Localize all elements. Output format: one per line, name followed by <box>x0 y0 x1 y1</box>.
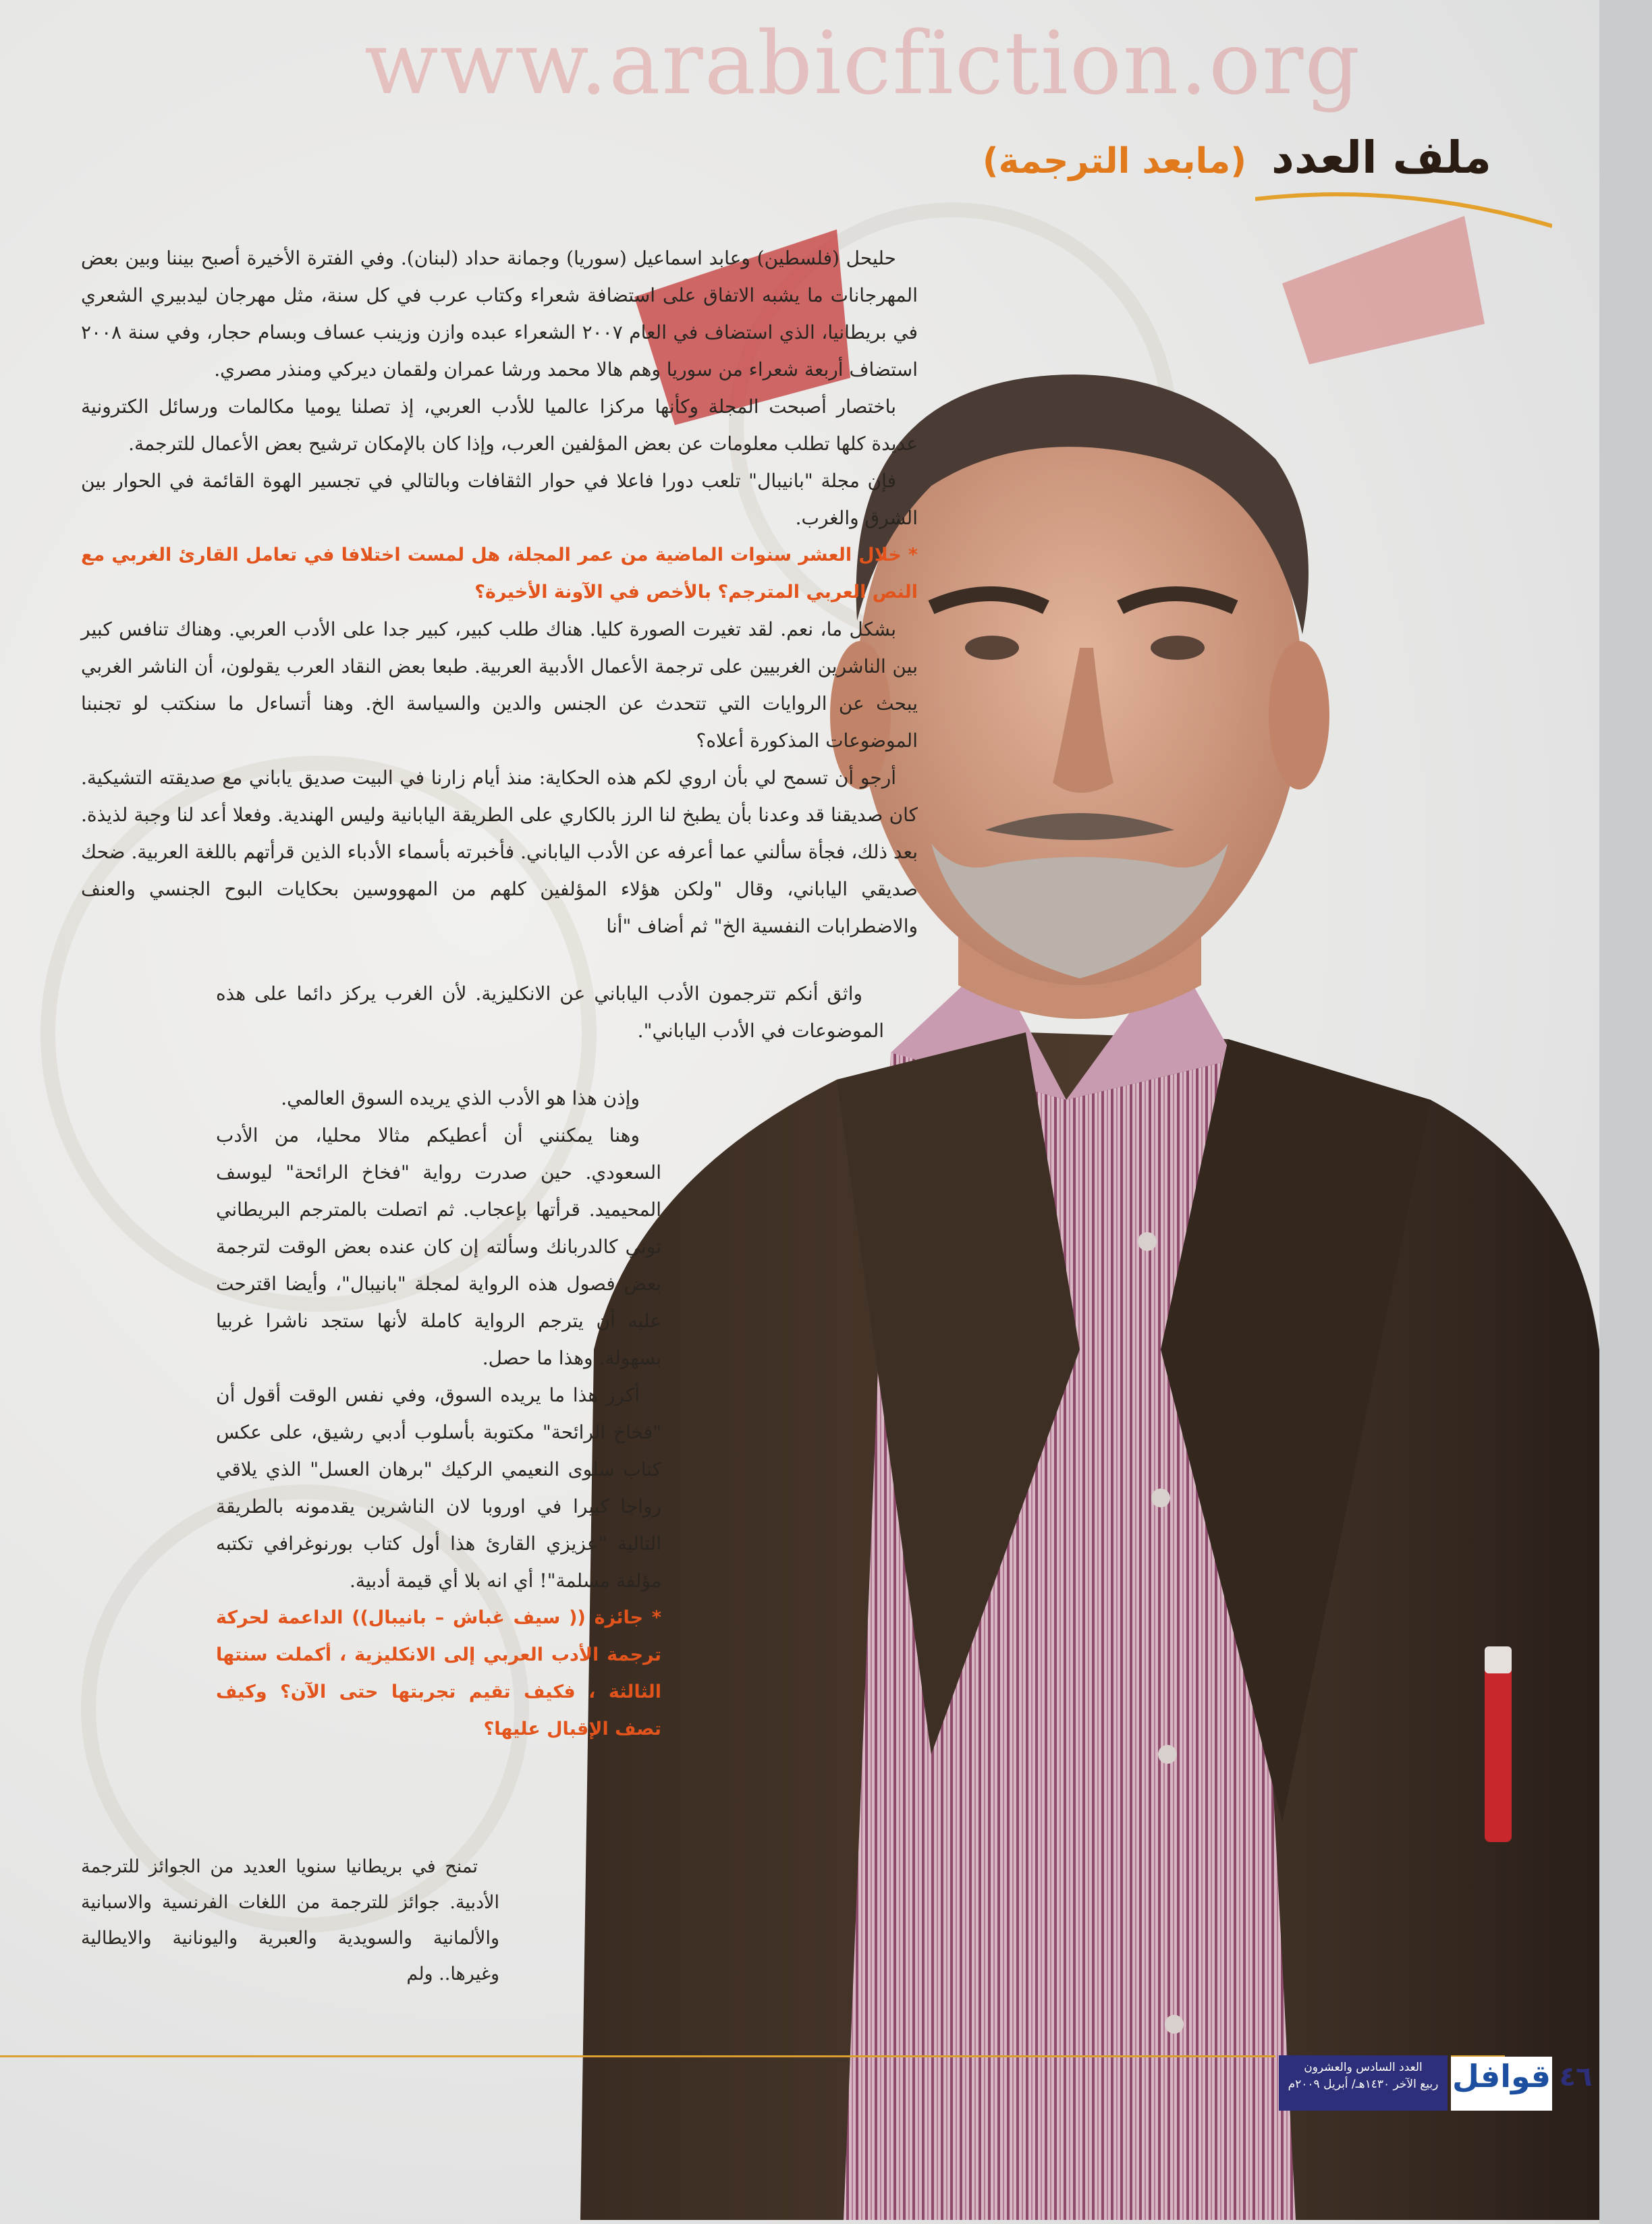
header-swoosh-rule <box>1255 186 1552 240</box>
article-column-mid <box>216 975 884 1049</box>
scan-edge <box>1599 0 1652 2224</box>
page-section-title <box>983 132 1491 184</box>
article-column-narrow <box>216 1080 661 1748</box>
footer-rule <box>0 2055 1275 2057</box>
issue-number: العدد السادس والعشرون <box>1304 2061 1423 2074</box>
footer-issue-box <box>1279 2055 1448 2111</box>
article-paragraph: أكرر هذا ما يريده السوق، وفي نفس الوقت أقول أن "فخاخ الرائحة" مكتوبة بأسلوب أدبي رشيق، على عكس كتاب سلوى النعيمي الركيك "برهان العسل" الذي يلاقي رواجا كبيرا في اوروبا لان الناشرين يقدمونه بالطريقة التالية "عزيزي القارئ هذا أول كتاب بورنوغرافي تكتبه مؤلفة مسلمة"! أي انه بلا أي قيمة أدبية. <box>216 1384 661 1592</box>
article-paragraph: واثق أنكم تترجمون الأدب الياباني عن الانكليزية. لأن الغرب يركز دائما على هذه الموضوعات في الأدب الياباني". <box>216 982 884 1042</box>
article-paragraph: وهنا يمكنني أن أعطيكم مثالا محليا، من الأدب السعودي. حين صدرت رواية "فخاخ الرائحة" ليوسف المحيميد. قرأتها بإعجاب. ثم اتصلت بالمترجم البريطاني توني كالدربانك وسألته إن كان عنده بعض الوقت لترجمة بعض فصول هذه الرواية لمجلة "بانيبال"، وأيضا اقترحت عليه أن يترجم الرواية كاملة لأنها ستجد ناشرا غربيا بسهولة. وهذا ما حصل. <box>216 1124 661 1369</box>
magazine-logo-text: قوافل <box>1452 2058 1551 2094</box>
footer-issue-text <box>1282 2059 1444 2093</box>
article-paragraph: أرجو أن تسمح لي بأن اروي لكم هذه الحكاية: منذ أيام زارنا في البيت صديق ياباني مع صديقته التشيكية. كان صديقنا قد وعدنا بأن يطبخ لنا الرز بالكاري على الطريقة اليابانية وليس الهندية. وفعلا أعد لنا وجبة لذيذة. بعد ذلك، فجأة سألني عما أعرفه عن الأدب الياباني. فأخبرته بأسماء الأدباء الذين قرأتهم باللغة العربية. ضحك صديقي الياباني، وقال "ولكن هؤلاء المؤلفين كلهم من المهووسين بحكايات البوح الجنسي والعنف والاضطرابات النفسية الخ" ثم أضاف "أنا <box>81 767 918 937</box>
section-subtitle: (مابعد الترجمة) <box>982 141 1246 182</box>
article-paragraph: تمنح في بريطانيا سنويا العديد من الجوائز للترجمة الأدبية. جوائز للترجمة من اللغات الفرنسية والاسبانية والألمانية والسويدية والعبرية واليونانية والايطالية وغيرها.. ولم <box>81 1856 499 1984</box>
article-paragraph: فإن مجلة "بانيبال" تلعب دورا فاعلا في حوار الثقافات وبالتالي في تجسير الهوة القائمة في الحوار بين الشرق والغرب. <box>81 470 918 529</box>
article-paragraph: وإذن هذا هو الأدب الذي يريده السوق العالمي. <box>281 1087 640 1109</box>
article-column-top <box>81 240 918 945</box>
issue-date: ربيع الآخر ١٤٣٠هـ/ أبريل ٢٠٠٩م <box>1288 2078 1439 2091</box>
interview-question: * جائزة (( سيف غباش – بانيبال)) الداعمة لحركة ترجمة الأدب العربي إلى الانكليزية ، أكملت سنتها الثالثة ، فكيف تقيم تجربتها حتى الآن؟ وكيف تصف الإقبال عليها؟ <box>216 1607 661 1740</box>
article-column-bottom <box>81 1849 499 1992</box>
magazine-logo <box>1451 2057 1552 2111</box>
article-paragraph: باختصار أصبحت المجلة وكأنها مركزا عالميا للأدب العربي، إذ تصلنا يوميا مكالمات ورسائل الكترونية عديدة كلها تطلب معلومات عن بعض المؤلفين العرب، وإذا كان بالإمكان ترشيح بعض الأعمال للترجمة. <box>81 395 918 455</box>
article-paragraph: بشكل ما، نعم. لقد تغيرت الصورة كليا. هناك طلب كبير، كبير جدا على الأدب العربي. وهناك تنافس كبير بين الناشرين الغربيين على ترجمة الأعمال الأدبية العربية. طبعا بعض النقاد العرب يقولون، أن الناشر الغربي يبحث عن الروايات التي تتحدث عن الجنس والدين والسياسة الخ. وهنا أتساءل ما سنكتب لو تجنبنا الموضوعات المذكورة أعلاه؟ <box>81 618 918 752</box>
interview-question: * خلال العشر سنوات الماضية من عمر المجلة، هل لمست اختلافا في تعامل القارئ الغربي مع النص العربي المترجم؟ بالأخص في الآونة الأخيرة؟ <box>81 545 918 603</box>
watermark-url: www.arabicfiction.org <box>364 13 1362 114</box>
page-number: ٤٦ <box>1559 2061 1593 2092</box>
section-title-text: ملف العدد <box>1271 132 1491 184</box>
article-paragraph: حليحل (فلسطين) وعابد اسماعيل (سوريا) وجمانة حداد (لبنان). وفي الفترة الأخيرة أصبح بيننا وبين بعض المهرجانات ما يشبه الاتفاق على استضافة شعراء وكتاب عرب في كل سنة، مثل مهرجان ليدبيري الشعري في بريطانيا، الذي استضاف في العام ٢٠٠٧ الشعراء عبده وازن وزينب عساف وبسام حجار، وفي سنة ٢٠٠٨ استضاف أربعة شعراء من سوريا وهم هالا محمد ورشا عمران ولقمان ديركي ومنذر مصري. <box>81 247 918 381</box>
